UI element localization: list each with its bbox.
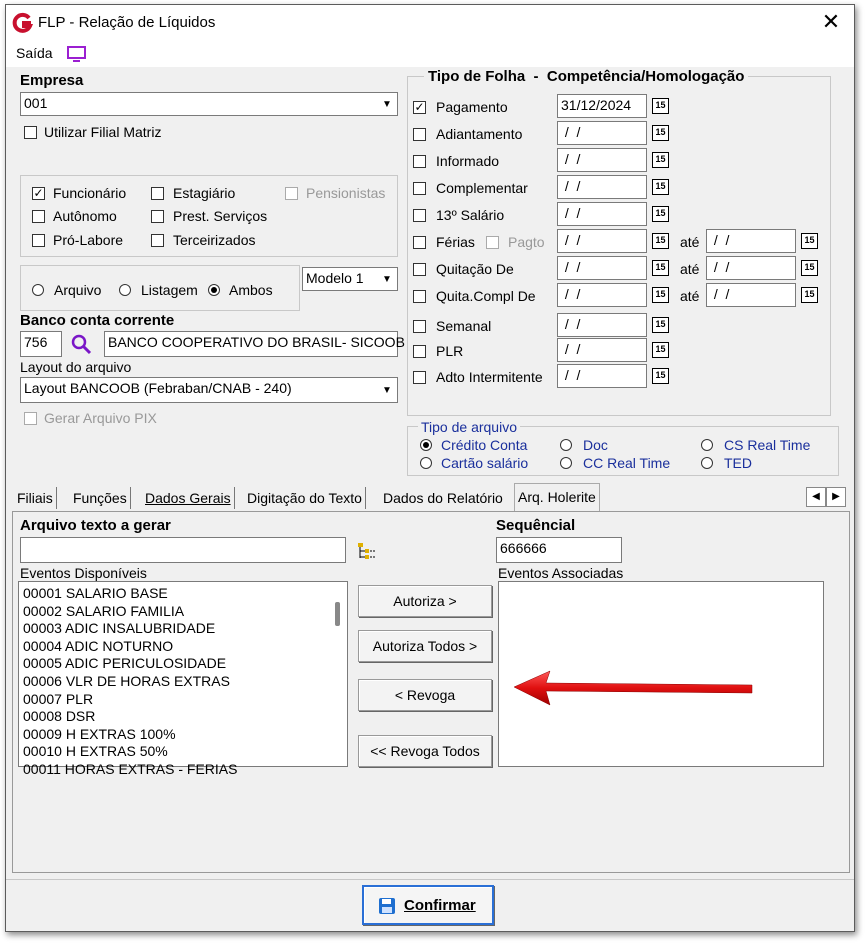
search-icon[interactable] [70,333,94,355]
arquivo-texto-field[interactable] [20,537,346,563]
arquivo-label: Arquivo [54,282,102,298]
pensionistas-label: Pensionistas [306,185,386,201]
folha-checkbox[interactable] [413,371,426,384]
pensionistas-checkbox [285,187,298,200]
list-item[interactable]: 00002 SALARIO FAMILIA [23,602,185,619]
layout-combo[interactable] [20,377,398,403]
tab-filiais[interactable]: Filiais [14,487,57,509]
calendar-icon[interactable]: 15 [652,98,669,114]
folha-date-ate-field[interactable]: / / [706,229,796,253]
menu-saida[interactable]: Saída [16,45,53,61]
empresa-combo[interactable] [20,92,398,116]
cartao-salario-label: Cartão salário [441,455,529,471]
tipo-arquivo-label: Tipo de arquivo [418,419,520,435]
calendar-icon[interactable]: 15 [652,260,669,276]
arquivo-texto-label: Arquivo texto a gerar [20,517,171,534]
annotation-arrow-icon [506,665,766,715]
tab-digitacao-texto[interactable]: Digitação do Texto [244,487,366,509]
folha-label: Adto Intermitente [436,369,543,385]
folha-date-field[interactable]: 31/12/2024 [557,94,647,118]
cc-real-time-label: CC Real Time [583,455,671,471]
cs-real-time-radio[interactable] [701,439,713,451]
folha-checkbox[interactable] [413,209,426,222]
folha-label: Semanal [436,318,492,334]
ate-label: até [680,234,700,250]
calendar-icon[interactable]: 15 [652,152,669,168]
eventos-associadas-label: Eventos Associadas [498,565,624,581]
calendar-icon[interactable]: 15 [652,317,669,333]
ambos-label: Ambos [229,282,273,298]
ate-label: até [680,288,700,304]
calendar-icon[interactable]: 15 [652,206,669,222]
tab-bar [6,483,854,511]
folha-date-field[interactable]: / / [557,148,647,172]
list-item[interactable]: 00011 HORAS EXTRAS - FERIAS [23,760,238,777]
folha-date-field[interactable]: / / [557,364,647,388]
utilizar-filial-checkbox[interactable] [24,126,37,139]
title-bar [6,5,854,41]
prest-servicos-checkbox[interactable] [151,210,164,223]
folha-checkbox[interactable] [413,182,426,195]
floppy-disk-icon [378,897,396,915]
menu-bar [6,41,854,67]
tab-funcoes[interactable]: Funções [70,487,131,509]
calendar-icon[interactable]: 15 [801,260,818,276]
chevron-down-icon[interactable]: ▼ [377,268,397,290]
credito-conta-label: Crédito Conta [441,437,528,453]
tab-scroll-right-icon[interactable]: ▶ [826,487,846,507]
pagto-checkbox [486,236,499,249]
gerar-pix-label: Gerar Arquivo PIX [44,410,157,426]
list-item[interactable]: 00009 H EXTRAS 100% [23,725,176,742]
folha-date-field[interactable]: / / [557,202,647,226]
modelo-value: Modelo 1 [306,270,364,286]
eventos-list-items [19,582,329,779]
tab-dados-gerais[interactable]: Dados Gerais [142,487,235,509]
folha-date-ate-field[interactable]: / / [706,283,796,307]
layout-label: Layout do arquivo [20,359,132,375]
calendar-icon[interactable]: 15 [652,368,669,384]
listagem-radio[interactable] [119,284,131,296]
sequencial-field[interactable]: 666666 [496,537,622,563]
calendar-icon[interactable]: 15 [801,233,818,249]
sequencial-label: Sequêncial [496,517,576,534]
folha-label: 13º Salário [436,207,505,223]
eventos-disponiveis-list[interactable] [18,581,348,777]
revoga-todos-button[interactable]: << Revoga Todos [358,735,492,767]
folder-tree-icon[interactable] [356,541,378,561]
tab-scroll-left-icon[interactable]: ◀ [806,487,826,507]
folha-label: PLR [436,343,464,359]
folha-checkbox[interactable] [413,155,426,168]
folha-label: Quita.Compl De [436,288,536,304]
eventos-disponiveis-label: Eventos Disponíveis [20,565,147,581]
folha-checkbox[interactable] [413,128,426,141]
folha-checkbox[interactable] [413,345,426,358]
calendar-icon[interactable]: 15 [652,287,669,303]
footer-divider [6,879,854,880]
autonomo-checkbox[interactable] [32,210,45,223]
ambos-radio[interactable] [208,284,220,296]
folha-label: Quitação De [436,261,514,277]
folha-date-ate-field[interactable]: / / [706,256,796,280]
cc-real-time-radio[interactable] [560,457,572,469]
funcionario-label: Funcionário [53,185,127,201]
list-item[interactable]: 00006 VLR DE HORAS EXTRAS [23,672,230,689]
modelo-combo[interactable] [302,267,398,291]
chevron-down-icon[interactable]: ▼ [377,93,397,115]
banco-code-field[interactable]: 756 [20,331,62,357]
folha-checkbox[interactable] [413,263,426,276]
credito-conta-radio[interactable] [420,439,432,451]
list-item[interactable]: 00003 ADIC INSALUBRIDADE [23,620,216,637]
terceirizados-checkbox[interactable] [151,234,164,247]
arquivo-radio[interactable] [32,284,44,296]
list-item[interactable]: 00008 DSR [23,708,96,725]
chevron-down-icon[interactable]: ▼ [377,378,397,402]
autoriza-button[interactable]: Autoriza > [358,585,492,617]
folha-checkbox[interactable]: ✓ [414,100,425,114]
list-item[interactable]: 00005 ADIC PERICULOSIDADE [23,655,227,672]
calendar-icon[interactable]: 15 [652,179,669,195]
doc-label: Doc [583,437,608,453]
window-title: FLP - Relação de Líquidos [38,14,216,31]
calendar-icon[interactable]: 15 [652,233,669,249]
folha-date-field[interactable]: / / [557,121,647,145]
ted-radio[interactable] [701,457,713,469]
autoriza-todos-button[interactable]: Autoriza Todos > [358,630,492,662]
pro-labore-checkbox[interactable] [32,234,45,247]
ted-label: TED [724,455,752,471]
folha-label: Pagamento [436,99,508,115]
prest-servicos-label: Prest. Serviços [173,208,268,224]
folha-label: Informado [436,153,500,169]
doc-radio[interactable] [560,439,572,451]
cs-real-time-label: CS Real Time [724,437,811,453]
utilizar-filial-label: Utilizar Filial Matriz [44,124,162,140]
folha-label: Adiantamento [436,126,523,142]
main-window [5,4,855,932]
tipo-folha-header: Tipo de Folha - Competência/Homologação [424,68,748,85]
tab-arq-holerite[interactable]: Arq. Holerite [514,483,600,512]
empresa-label: Empresa [20,72,84,89]
list-item[interactable]: 00001 SALARIO BASE [23,585,168,601]
funcionario-checkbox[interactable]: ✓ [33,186,44,200]
folha-date-field[interactable]: / / [557,283,647,307]
confirmar-button[interactable] [362,885,494,925]
banco-label: Banco conta corrente [20,312,175,329]
list-item[interactable]: 00010 H EXTRAS 50% [23,743,168,760]
terceirizados-label: Terceirizados [173,232,256,248]
confirmar-label: Confirmar [404,897,476,914]
folha-date-field[interactable]: / / [557,256,647,280]
list-item[interactable]: 00004 ADIC NOTURNO [23,637,174,654]
cartao-salario-radio[interactable] [420,457,432,469]
folha-date-field[interactable]: / / [557,338,647,362]
folha-date-field[interactable]: / / [557,175,647,199]
tab-dados-relatorio[interactable]: Dados do Relatório [383,490,503,506]
folha-date-field[interactable]: / / [557,313,647,337]
revoga-button[interactable]: < Revoga [358,679,492,711]
close-button[interactable]: ✕ [821,9,841,34]
calendar-icon[interactable]: 15 [801,287,818,303]
ate-label: até [680,261,700,277]
list-scrollbar-thumb[interactable] [335,602,340,626]
calendar-icon[interactable]: 15 [652,125,669,141]
folha-label: Complementar [436,180,528,196]
empresa-value: 001 [24,95,48,111]
banco-name-field[interactable]: BANCO COOPERATIVO DO BRASIL- SICOOB [104,331,398,357]
layout-value: Layout BANCOOB (Febraban/CNAB - 240) [24,380,292,396]
autonomo-label: Autônomo [53,208,117,224]
folha-checkbox[interactable] [413,320,426,333]
estagiario-checkbox[interactable] [151,187,164,200]
calendar-icon[interactable]: 15 [652,342,669,358]
monitor-icon[interactable] [66,45,88,63]
estagiario-label: Estagiário [173,185,236,201]
gerar-pix-checkbox [24,412,37,425]
pro-labore-label: Pró-Labore [53,232,124,248]
app-logo-icon [14,14,32,32]
folha-label: Férias [436,234,475,250]
folha-date-field[interactable]: / / [557,229,647,253]
folha-checkbox[interactable] [413,236,426,249]
pagto-label: Pagto [508,234,545,250]
listagem-label: Listagem [141,282,198,298]
folha-checkbox[interactable] [413,290,426,303]
list-item[interactable]: 00007 PLR [23,690,94,707]
